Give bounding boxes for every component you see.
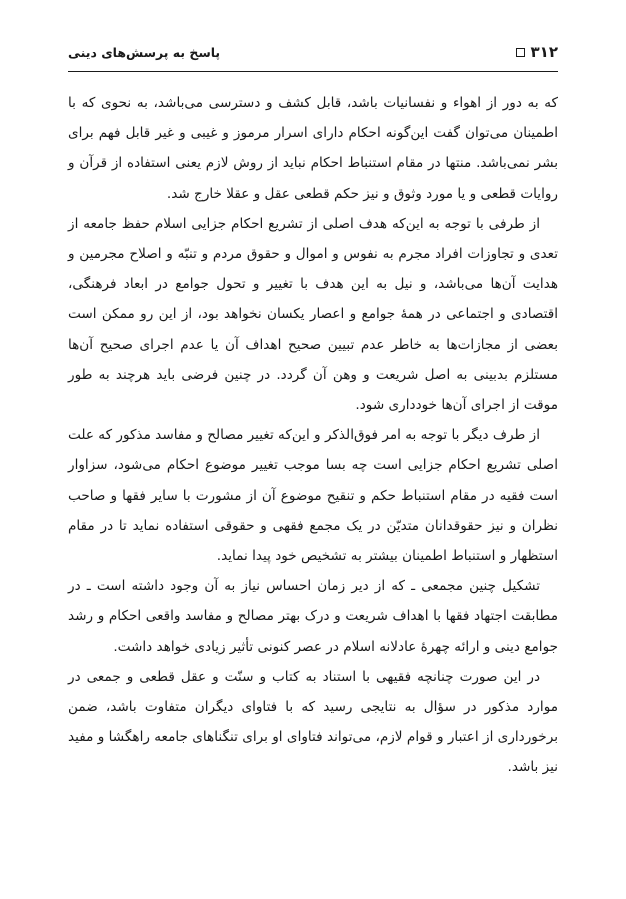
paragraph: از طرف دیگر با توجه به امر فوق‌الذکر و این‌که تغییر مصالح و مفاسد مذکور که علت اصلی تشریع احکام جزایی است چه بسا موجب تغییر موضوع احکام می‌شود، سزاوار است فقیه در مقام استنباط حکم و تنقیح موضوع آن از مشورت با سایر فقها و صاحب نظران و نیز حقوقدانان متدیّن در یک مجمع فقهی و حقوقی استفاده نماید تا در مقام استظهار و استنباط اطمینان بیشتر به تشخیص خود پیدا نماید. — [68, 427, 558, 565]
paragraph: که به دور از اهواء و نفسانیات باشد، قابل کشف و دسترسی می‌باشد، به نحوی که با اطمینان می‌توان گفت این‌گونه احکام دارای اسرار مرموز و غیبی و غیر قابل فهم برای بشر نمی‌باشد. منتها در مقام استنباط احکام نباید از روش لازم یعنی استفاده از قرآن و روایات قطعی و یا مورد وثوق و نیز حکم قطعی عقل و عقلا خارج شد. — [68, 95, 558, 202]
page-header — [68, 38, 558, 66]
running-title: پاسخ به پرسش‌های دینی — [68, 44, 221, 60]
page-number: ۳۱۲ — [530, 43, 558, 61]
square-icon — [516, 48, 525, 57]
paragraph: در این صورت چنانچه فقیهی با استناد به کتاب و سنّت و عقل قطعی و جمعی در موارد مذکور در سؤال به نتایجی رسید که با فتاوای دیگران متفاوت باشد، ضمن برخورداری از اعتبار و قوام لازم، می‌تواند فتاوای او برای تنگناهای جامعه راهگشا و مفید نیز باشد. — [68, 668, 558, 776]
paragraph: تشکیل چنین مجمعی ـ که از دیر زمان احساس نیاز به آن وجود داشته است ـ در مطابقت اجتهاد فقها با اهداف شریعت و درک بهتر مصالح و مفاسد واقعی احکام و رشد جوامع دینی و ارائه چهرهٔ عادلانه اسلام در عصر کنونی تأثیر زیادی خواهد داشت. — [68, 578, 558, 655]
body-text — [68, 88, 558, 783]
page-number-group — [516, 43, 558, 61]
paragraph: از طرفی با توجه به این‌که هدف اصلی از تشریع احکام جزایی اسلام حفظ جامعه از تعدی و تجاوزات افراد مجرم به نفوس و اموال و حقوق مردم و تنبّه و اصلاح مجرمین و هدایت آن‌ها می‌باشد، و نیل به این هدف با تغییر و تحول جوامع در ابعاد فرهنگی، اقتصادی و اجتماعی در همهٔ جوامع و اعصار یکسان نخواهد بود، از این رو ممکن است بعضی از مجازات‌ها به خاطر عدم تبیین صحیح اهداف آن یا عدم اجرای صحیح آن‌ها مستلزم بدبینی به اصل شریعت و وهن آن گردد. در چنین فرضی باید هرچند به طور موقت از اجرای آن‌ها خودداری شود. — [68, 215, 558, 414]
header-divider — [68, 71, 558, 72]
